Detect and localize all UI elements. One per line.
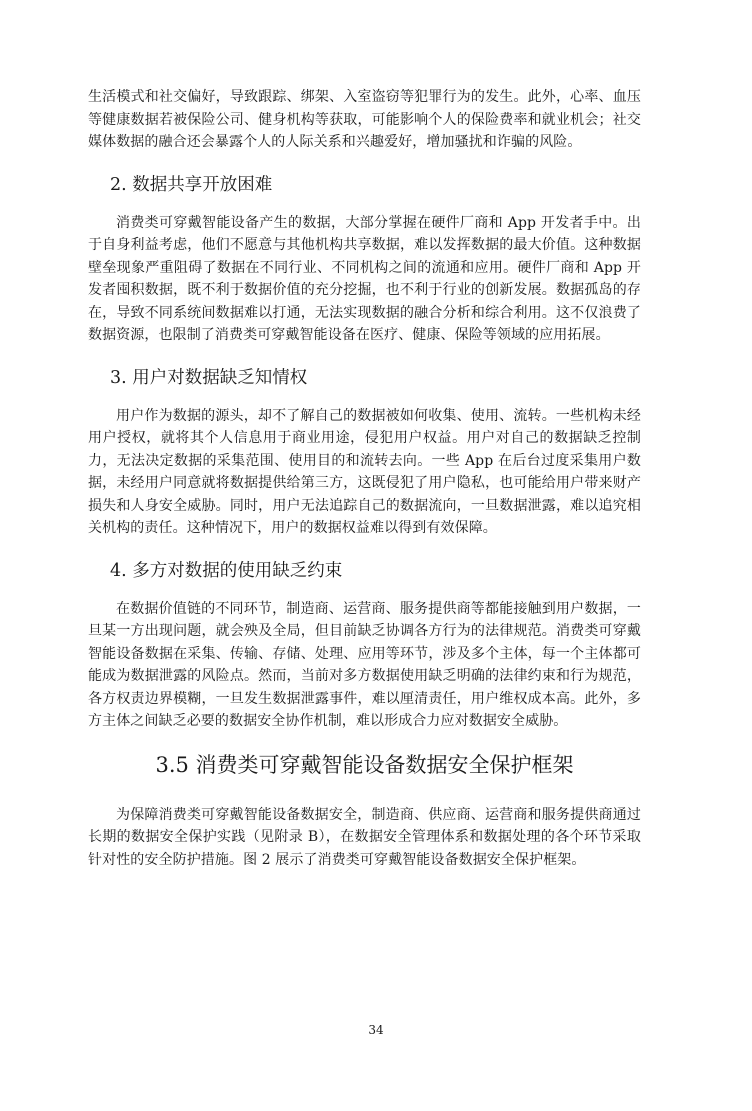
paragraph-user-right-to-know: 用户作为数据的源头，却不了解自己的数据被如何收集、使用、流转。一些机构未经用户授权，就将其个人信息用于商业用途，侵犯用户权益。用户对自己的数据缺乏控制力，无法决定数据的采集范围、使用目的和流转去向。一些 App 在后台过度采集用户数据，未经用户同意就将数据提供给第三方，这既侵犯了用户隐私，也可能给用户带来财产损失和人身安全威胁。同时，用户无法追踪自己的数据流向，一旦数据泄露，难以追究相关机构的责任。这种情况下，用户的数据权益难以得到有效保障。 <box>88 407 641 536</box>
paragraph-protection-framework: 为保障消费类可穿戴智能设备数据安全，制造商、供应商、运营商和服务提供商通过长期的数据安全保护实践（见附录 B），在数据安全管理体系和数据处理的各个环节采取针对性的安全防护措施。图 2 展示了消费类可穿戴智能设备数据安全保护框架。 <box>88 806 641 868</box>
heading-user-right-to-know: 3. 用户对数据缺乏知情权 <box>110 367 308 388</box>
section-heading-protection-framework: 3.5 消费类可穿戴智能设备数据安全保护框架 <box>155 752 574 777</box>
continuation-paragraph: 生活模式和社交偏好，导致跟踪、绑架、入室盗窃等犯罪行为的发生。此外，心率、血压等健康数据若被保险公司、健身机构等获取，可能影响个人的保险费率和就业机会；社交媒体数据的融合还会暴露个人的人际关系和兴趣爱好，增加骚扰和诈骗的风险。 <box>88 89 641 150</box>
document-page <box>88 86 641 871</box>
paragraph-data-sharing: 消费类可穿戴智能设备产生的数据，大部分掌握在硬件厂商和 App 开发者手中。出于自身利益考虑，他们不愿意与其他机构共享数据，难以发挥数据的最大价值。这种数据壁垒现象严重阻碍了数据在不同行业、不同机构之间的流通和应用。硬件厂商和 App 开发者囤积数据，既不利于数据价值的充分挖掘，也不利于行业的创新发展。数据孤岛的存在，导致不同系统间数据难以打通，无法实现数据的融合分析和综合利用。这不仅浪费了数据资源，也限制了消费类可穿戴智能设备在医疗、健康、保险等领域的应用拓展。 <box>88 214 641 343</box>
heading-data-sharing: 2. 数据共享开放困难 <box>110 174 273 195</box>
heading-multi-party-constraints: 4. 多方对数据的使用缺乏约束 <box>110 560 343 581</box>
page-number: 34 <box>368 1023 384 1037</box>
paragraph-multi-party-constraints: 在数据价值链的不同环节，制造商、运营商、服务提供商等都能接触到用户数据，一旦某一方出现问题，就会殃及全局，但目前缺乏协调各方行为的法律规范。消费类可穿戴智能设备数据在采集、传输、存储、处理、应用等环节，涉及多个主体，每一个主体都可能成为数据泄露的风险点。然而，当前对多方数据使用缺乏明确的法律约束和行为规范，各方权责边界模糊，一旦发生数据泄露事件，难以厘清责任，用户维权成本高。此外，多方主体之间缺乏必要的数据安全协作机制，难以形成合力应对数据安全威胁。 <box>88 600 641 729</box>
